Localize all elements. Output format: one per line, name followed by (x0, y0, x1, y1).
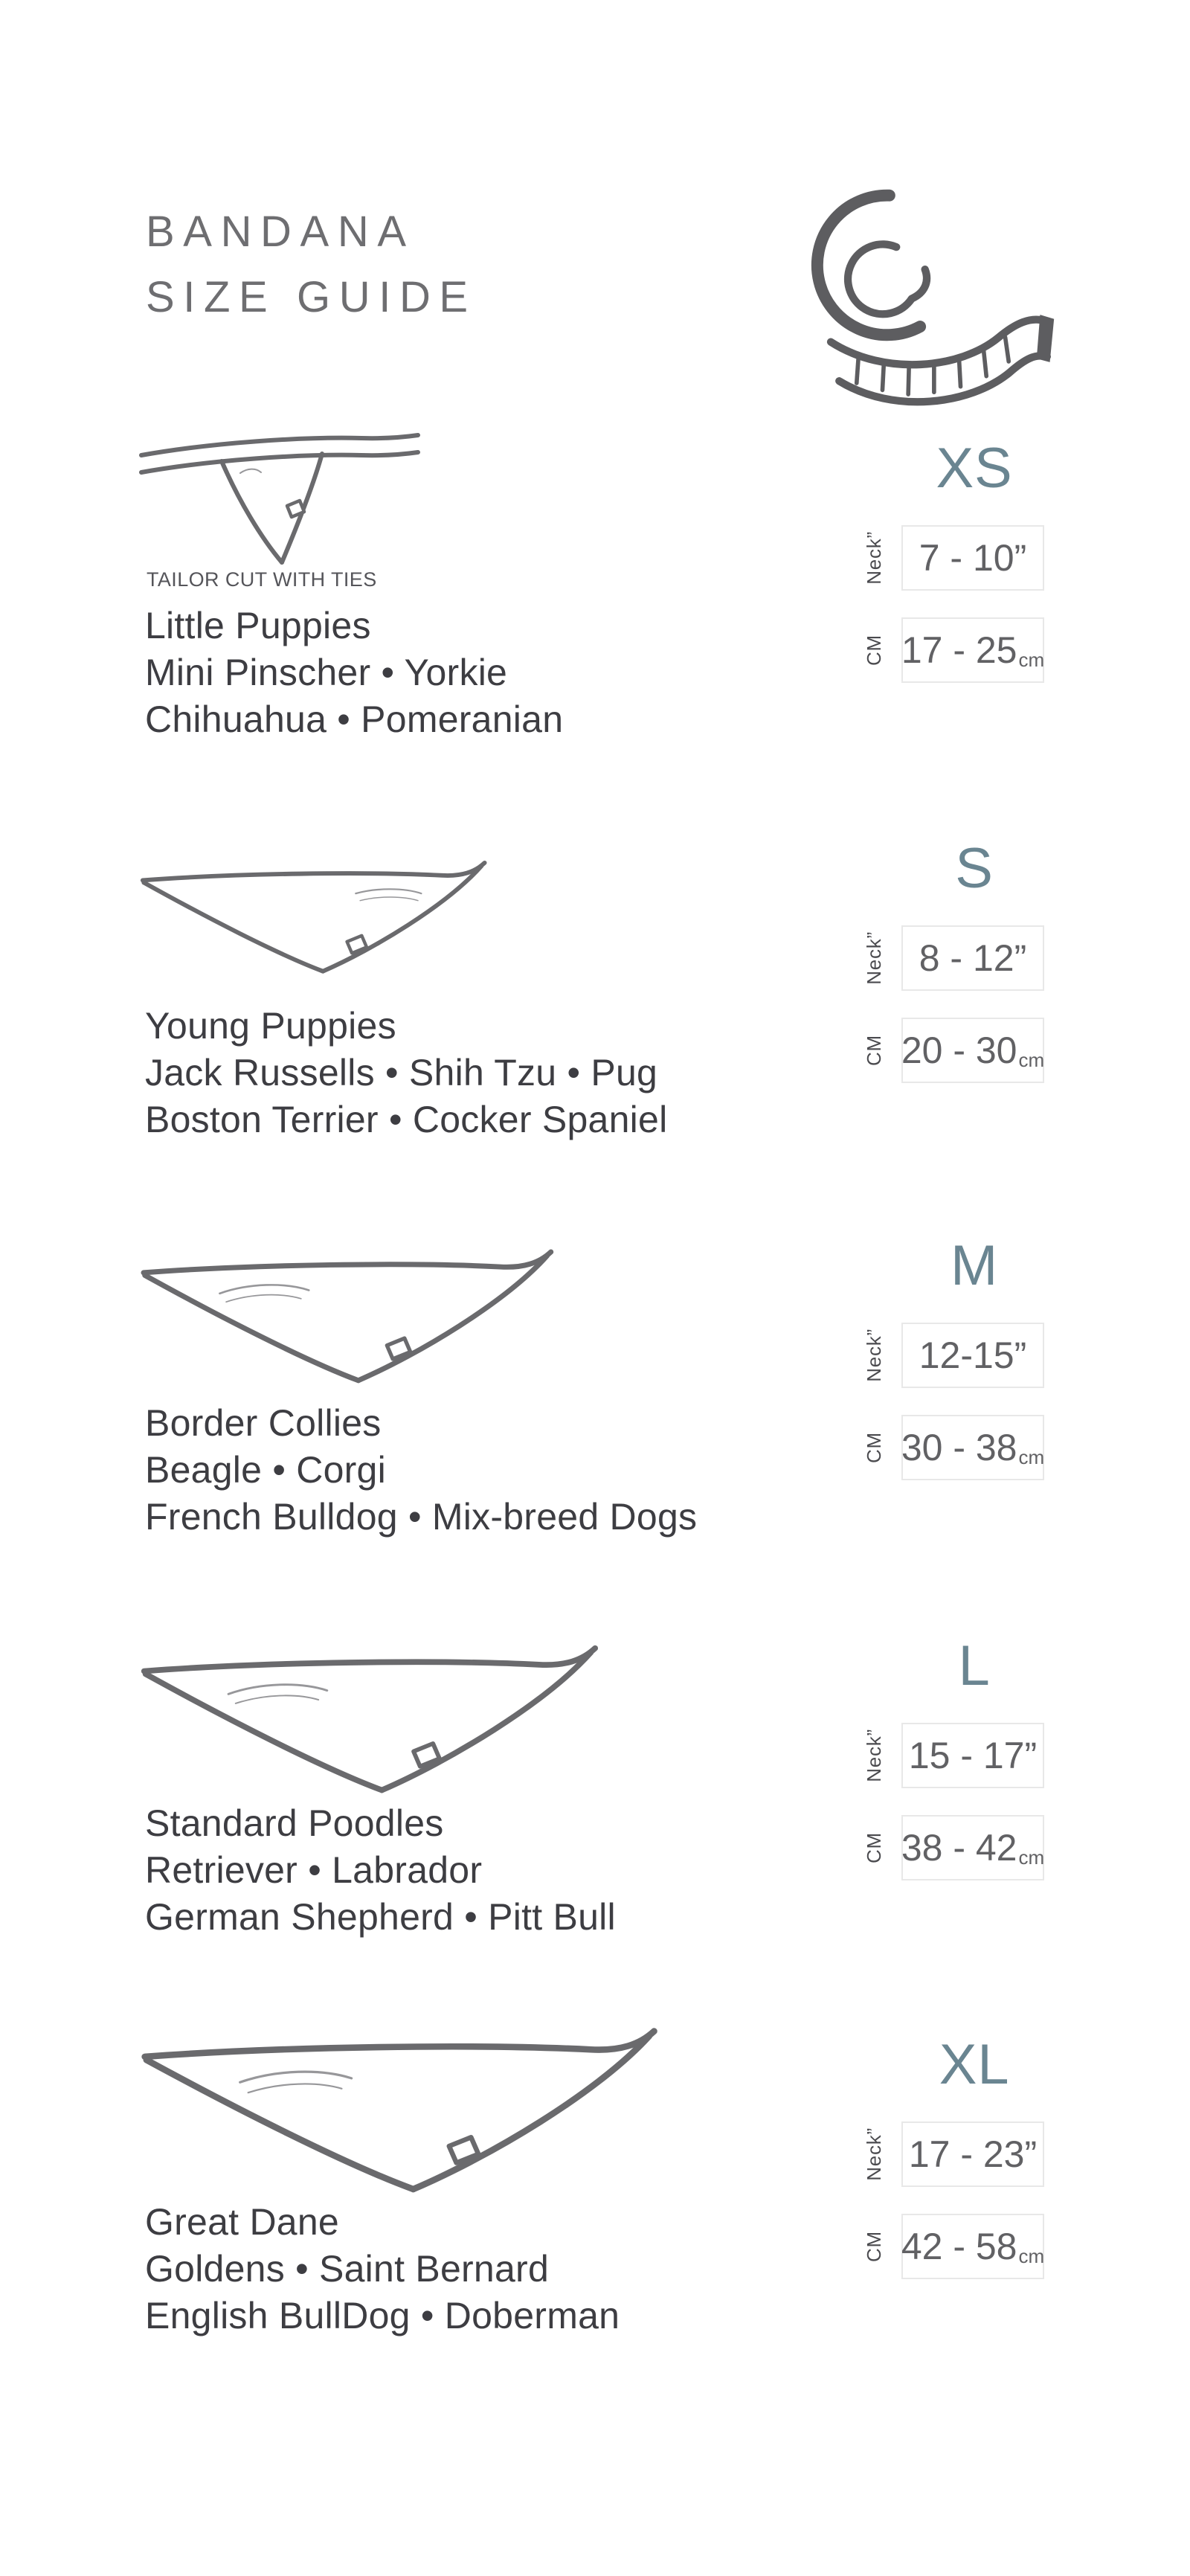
breed-list (145, 1800, 616, 1941)
breed-list (145, 1400, 697, 1541)
page-title-line1: BANDANA (146, 208, 415, 256)
page-title-line2: SIZE GUIDE (146, 273, 477, 321)
bandana-triangle-illustration (138, 1229, 555, 1407)
size-section-xl (0, 2028, 1190, 2426)
size-code: M (950, 1234, 999, 1297)
breed-line: German Shepherd • Pitt Bull (145, 1896, 616, 1938)
breed-line: Beagle • Corgi (145, 1449, 386, 1491)
neck-cm-value: 38 - 42 (901, 1827, 1017, 1869)
breed-list (145, 1003, 667, 1143)
cm-unit-label: CM (862, 2231, 885, 2262)
breed-list (145, 2199, 620, 2339)
neck-cm-box (901, 617, 1044, 683)
cm-unit-label: CM (862, 635, 885, 666)
neck-inches-box (901, 2121, 1044, 2187)
neck-inches-box (901, 925, 1044, 991)
neck-cm-row (855, 1018, 1044, 1083)
cm-unit-label: CM (862, 1035, 885, 1066)
neck-unit-label: Neck” (862, 1729, 885, 1782)
neck-cm-value: 20 - 30 (901, 1030, 1017, 1071)
neck-inches-value: 8 - 12” (919, 937, 1027, 979)
breed-line: Mini Pinscher • Yorkie (145, 652, 508, 693)
neck-inches-row (855, 925, 1044, 991)
neck-cm-row (855, 2214, 1044, 2279)
breed-list (145, 603, 563, 743)
neck-cm-box (901, 1415, 1044, 1480)
neck-inches-box (901, 1323, 1044, 1388)
page-title (146, 199, 477, 330)
neck-cm-value: 30 - 38 (901, 1427, 1017, 1468)
breed-line: Young Puppies (145, 1005, 396, 1047)
bandana-triangle-illustration (138, 2028, 659, 2206)
neck-inches-row (855, 2121, 1044, 2187)
breed-line: Standard Poodles (145, 1802, 444, 1844)
cm-suffix: cm (1018, 1846, 1045, 1869)
tailor-cut-note: TAILOR CUT WITH TIES (147, 568, 377, 591)
neck-unit-label: Neck” (862, 1329, 885, 1382)
breed-line: Little Puppies (145, 605, 371, 646)
tape-measure-icon (753, 179, 1056, 420)
cm-unit-label: CM (862, 1832, 885, 1863)
breed-line: Border Collies (145, 1402, 382, 1444)
neck-unit-label: Neck” (862, 531, 885, 585)
neck-inches-box (901, 525, 1044, 591)
neck-cm-value: 17 - 25 (901, 629, 1017, 671)
neck-inches-box (901, 1723, 1044, 1788)
neck-inches-value: 7 - 10” (919, 537, 1027, 579)
cm-suffix: cm (1018, 1446, 1045, 1468)
neck-inches-row (855, 1723, 1044, 1788)
breed-line: Goldens • Saint Bernard (145, 2248, 550, 2290)
neck-inches-value: 12-15” (919, 1334, 1027, 1376)
neck-inches-value: 15 - 17” (908, 1735, 1038, 1776)
neck-cm-box (901, 2214, 1044, 2279)
breed-line: Boston Terrier • Cocker Spaniel (145, 1099, 668, 1140)
size-code: S (955, 837, 994, 900)
size-section-xs (0, 431, 1190, 830)
breed-line: Retriever • Labrador (145, 1849, 483, 1891)
size-section-l (0, 1629, 1190, 2028)
size-code: XL (939, 2033, 1010, 2096)
bandana-triangle-illustration (138, 832, 488, 1010)
neck-cm-value: 42 - 58 (901, 2226, 1017, 2267)
neck-unit-label: Neck” (862, 931, 885, 985)
neck-cm-row (855, 1415, 1044, 1480)
neck-cm-row (855, 617, 1044, 683)
breed-line: English BullDog • Doberman (145, 2295, 620, 2336)
size-code: L (958, 1634, 991, 1697)
breed-line: French Bulldog • Mix-breed Dogs (145, 1496, 698, 1538)
size-section-m (0, 1229, 1190, 1628)
cm-suffix: cm (1018, 1049, 1045, 1071)
breed-line: Chihuahua • Pomeranian (145, 698, 564, 740)
cm-unit-label: CM (862, 1432, 885, 1463)
neck-inches-row (855, 525, 1044, 591)
breed-line: Jack Russells • Shih Tzu • Pug (145, 1052, 658, 1093)
neck-cm-row (855, 1815, 1044, 1880)
neck-inches-row (855, 1323, 1044, 1388)
breed-line: Great Dane (145, 2201, 339, 2243)
neck-inches-value: 17 - 23” (908, 2133, 1038, 2175)
neck-unit-label: Neck” (862, 2127, 885, 2181)
size-section-s (0, 832, 1190, 1230)
neck-cm-box (901, 1815, 1044, 1880)
neck-cm-box (901, 1018, 1044, 1083)
cm-suffix: cm (1018, 2245, 1045, 2267)
bandana-triangle-illustration (138, 1629, 599, 1808)
cm-suffix: cm (1018, 649, 1045, 671)
size-code: XS (936, 437, 1013, 500)
